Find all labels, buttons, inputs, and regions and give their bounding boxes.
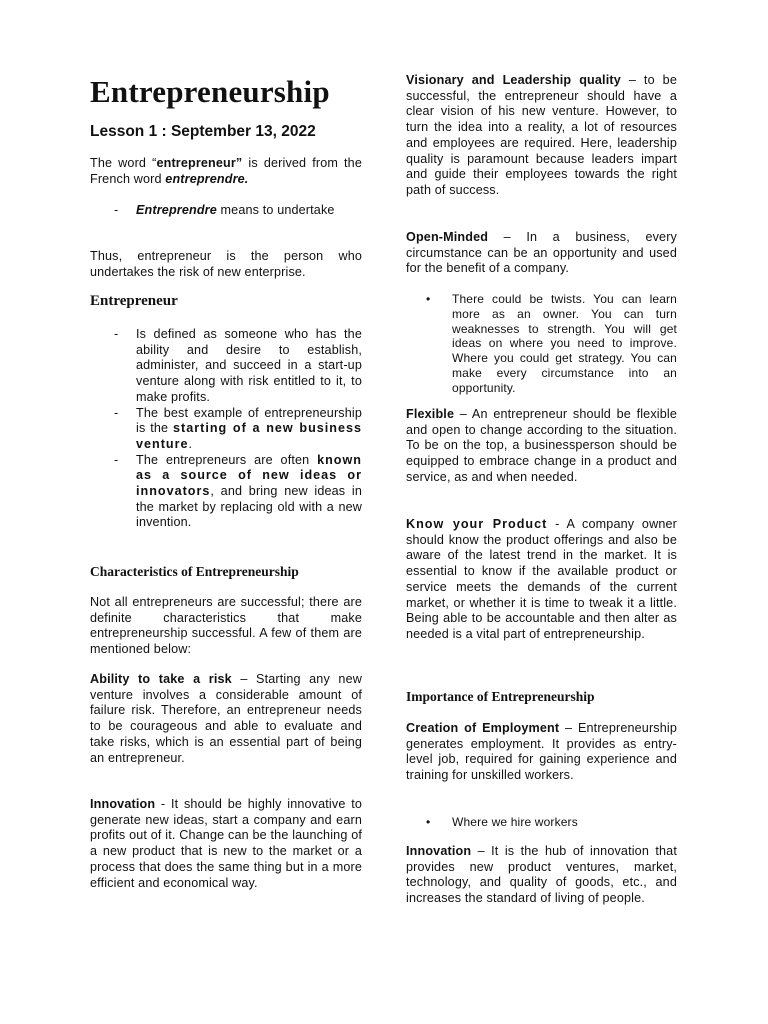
entrepreneur-item-2-text-c: . <box>188 436 193 451</box>
entrepreneur-item-1-text: Is defined as someone who has the ability and desire to establish, administer, and succeed in a start-up venture along with risk entitled to it, to make profits. <box>136 327 362 404</box>
flexible-paragraph <box>406 407 677 486</box>
employment-bullets <box>406 815 677 830</box>
entrepreneur-list <box>90 327 362 531</box>
lesson-heading: Lesson 1 : September 13, 2022 <box>90 123 316 140</box>
definition-term: Entreprendre <box>136 203 217 217</box>
open-minded-bullets <box>406 292 677 396</box>
innovation-text: - It should be highly innovative to generate new ideas, start a company and earn profits out of it. Change can be the launching of a new product that is new to the market or a process that does the same thing but in a more efficient and economical way. <box>90 797 362 890</box>
innovation-paragraph <box>90 797 362 891</box>
flexible-label: Flexible <box>406 407 455 421</box>
entrepreneur-item-1 <box>90 327 362 406</box>
employment-label: Creation of Employment <box>406 721 560 735</box>
open-minded-bullet-item <box>406 292 677 396</box>
know-product-paragraph <box>406 517 677 643</box>
employment-bullet-item <box>406 815 677 830</box>
intro-paragraph <box>90 156 362 187</box>
open-minded-bullet-text: There could be twists. You can learn more as an owner. You can turn weaknesses to strength. You will get ideas on where you need to improve. Where you could get strategy. You can make every circumstance into an opportunity. <box>452 292 677 395</box>
entrepreneur-item-3-text-a: The entrepreneurs are often <box>136 452 318 467</box>
entrepreneur-item-3-bold: known as a source of new ideas or innovators <box>136 452 362 499</box>
intro-text-a: The word “ <box>90 156 157 170</box>
know-product-label: Know your Product <box>406 517 548 531</box>
definition-text: means to undertake <box>216 203 335 217</box>
importance-heading: Importance of Entrepreneurship <box>406 689 595 704</box>
risk-paragraph <box>90 672 362 766</box>
intro-text-b: is derived from the French word <box>90 156 362 186</box>
employment-bullet-text: Where we hire workers <box>452 815 578 829</box>
visionary-label: Visionary and Leadership quality <box>406 73 621 87</box>
page-title: Entrepreneurship <box>90 74 330 109</box>
visionary-paragraph <box>406 73 677 199</box>
entrepreneur-item-3-text-c: , and bring new ideas in the market by replacing old with a new invention. <box>136 484 362 530</box>
risk-text: – Starting any new venture involves a considerable amount of failure risk. Therefore, an entrepreneur needs to be courageous and able to evaluate and take risks, which is an essential part of being an entrepreneur. <box>90 672 362 765</box>
employment-paragraph <box>406 721 677 784</box>
importance-innovation-text: – It is the hub of innovation that provides new product ventures, market, technology, and quality of goods, etc., and increases the standard of living of people. <box>406 844 677 906</box>
characteristics-intro: Not all entrepreneurs are successful; there are definite characteristics that make entrepreneurship successful. A few of them are mentioned below: <box>90 595 362 657</box>
characteristics-heading: Characteristics of Entrepreneurship <box>90 564 299 579</box>
know-product-text: - A company owner should know the product offerings and also be aware of the latest trend in the market. It is essential to know if the available product or service meets the demands of the current market, or whether it is time to tweak it a little. Being able to be accountable and then alter as needed is a vital part of entrepreneurship. <box>406 517 677 641</box>
flexible-text: – An entrepreneur should be flexible and open to change according to the situation. To be on the top, a businessperson should be equipped to embrace change in a product and service, as and when needed. <box>406 407 677 484</box>
open-minded-text: – In a business, every circumstance can be an opportunity and used for the benefit of a company. <box>406 230 677 276</box>
risk-label: Ability to take a risk <box>90 672 232 686</box>
entrepreneur-item-2-bold: starting of a new business venture <box>136 421 362 451</box>
open-minded-paragraph <box>406 230 677 277</box>
entrepreneur-item-2-text-a: The best example of entrepreneurship is the <box>136 405 362 436</box>
employment-text: – Entrepreneurship generates employment. It provides as entry-level job, required for gaining experience and training for unskilled workers. <box>406 721 677 783</box>
definition-list <box>90 203 362 219</box>
intro-french-word: entreprendre. <box>165 171 249 186</box>
entrepreneur-item-2 <box>90 406 362 453</box>
visionary-text: – to be successful, the entrepreneur should have a clear vision of his new venture. However, to turn the idea into a reality, a lot of resources and employees are required. Here, leadership quality is paramount because leaders impart and guide their employees towards the right path of success. <box>406 73 677 197</box>
intro-term: entrepreneur” <box>156 156 243 170</box>
open-minded-label: Open-Minded <box>406 230 489 244</box>
importance-innovation-paragraph <box>406 844 677 907</box>
entrepreneur-item-3 <box>90 453 362 532</box>
entrepreneur-heading: Entrepreneur <box>90 293 178 309</box>
definition-item <box>90 203 362 219</box>
innovation-label: Innovation <box>90 797 156 811</box>
importance-innovation-label: Innovation <box>406 844 472 858</box>
thus-paragraph: Thus, entrepreneur is the person who undertakes the risk of new enterprise. <box>90 249 362 279</box>
